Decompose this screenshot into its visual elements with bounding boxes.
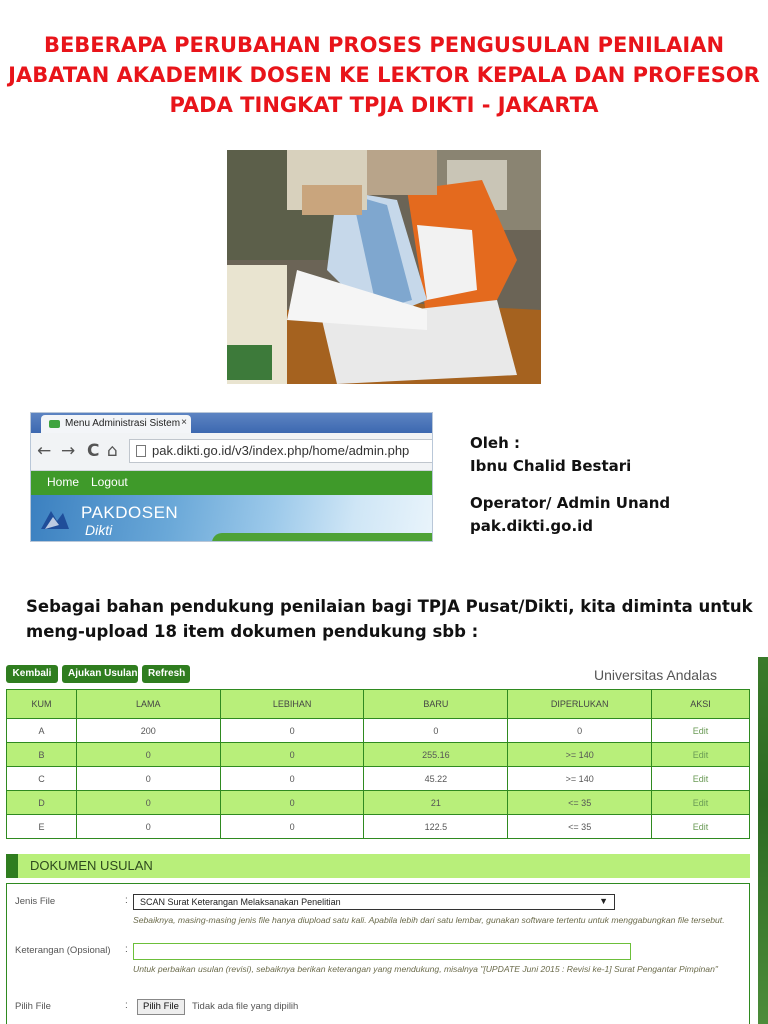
- browser-toolbar: [31, 433, 432, 471]
- table-cell: 0: [220, 791, 364, 815]
- banner-accent: [212, 533, 432, 542]
- table-cell: 0: [76, 815, 220, 839]
- table-cell: 45.22: [364, 767, 508, 791]
- table-cell: 0: [220, 719, 364, 743]
- documents-photo: [227, 150, 541, 384]
- menu-item-home[interactable]: Home: [47, 475, 80, 489]
- favicon-icon: [49, 420, 60, 428]
- site-brand: PAKDOSEN: [81, 503, 179, 522]
- table-cell: 0: [220, 743, 364, 767]
- reload-icon[interactable]: C: [87, 441, 100, 461]
- back-icon[interactable]: ←: [37, 441, 52, 461]
- table-cell: 122.5: [364, 815, 508, 839]
- pakdosen-logo-icon: [37, 503, 73, 535]
- dokumen-usulan-header: DOKUMEN USULAN: [6, 854, 750, 878]
- title-line-2: JABATAN AKADEMIK DOSEN KE LEKTOR KEPALA DAN PROFESOR: [8, 63, 760, 87]
- title-line-3: PADA TINGKAT TPJA DIKTI - JAKARTA: [169, 93, 599, 117]
- edit-link[interactable]: Edit: [652, 791, 750, 815]
- browser-tab-title: Menu Administrasi Sistem: [65, 418, 181, 429]
- table-cell: 21: [364, 791, 508, 815]
- jenis-file-label: Jenis File: [15, 896, 56, 907]
- edit-link[interactable]: Edit: [652, 743, 750, 767]
- forward-icon[interactable]: →: [61, 441, 76, 461]
- jenis-file-value: SCAN Surat Keterangan Melaksanakan Penelitian: [140, 897, 341, 907]
- browser-screenshot: [30, 412, 433, 542]
- browser-tab-bar: [31, 413, 432, 433]
- intro-line-2: meng-upload 18 item dokumen pendukung sbb :: [26, 622, 479, 641]
- byline-role: Operator/ Admin Unand: [470, 494, 671, 512]
- edit-link[interactable]: Edit: [652, 719, 750, 743]
- app-screenshot: [0, 657, 768, 1024]
- address-bar-url: pak.dikti.go.id/v3/index.php/home/admin.php: [152, 443, 410, 458]
- dokumen-usulan-form: [6, 883, 750, 1024]
- table-cell: 0: [508, 719, 652, 743]
- jenis-file-note: Sebaiknya, masing-masing jenis file hanya diupload satu kali. Apabila lebih dari satu lembar, gunakan software tertentu untuk menggabungkan file tersebut.: [133, 915, 725, 925]
- table-row: [7, 767, 750, 791]
- home-icon[interactable]: ⌂: [107, 441, 118, 461]
- colon: :: [125, 944, 128, 955]
- slide-title: [0, 30, 768, 120]
- browser-tab[interactable]: [41, 415, 191, 433]
- table-cell: 255.16: [364, 743, 508, 767]
- refresh-button[interactable]: Refresh: [142, 665, 190, 683]
- byline-oleh: Oleh :: [470, 434, 520, 452]
- column-header: LAMA: [76, 690, 220, 719]
- table-row: [7, 719, 750, 743]
- edit-link[interactable]: Edit: [652, 767, 750, 791]
- page-icon: [136, 445, 146, 457]
- ajukan-usulan-button[interactable]: Ajukan Usulan: [62, 665, 138, 683]
- keterangan-input[interactable]: [133, 943, 631, 960]
- site-brand-sub: Dikti: [85, 522, 113, 538]
- kembali-button[interactable]: Kembali: [6, 665, 58, 683]
- colon: :: [125, 895, 128, 906]
- title-line-1: BEBERAPA PERUBAHAN PROSES PENGUSULAN PENILAIAN: [43, 33, 725, 57]
- colon: :: [125, 1000, 128, 1011]
- table-cell: A: [7, 719, 77, 743]
- table-cell: 0: [364, 719, 508, 743]
- table-cell: E: [7, 815, 77, 839]
- site-banner: [31, 495, 432, 542]
- pilih-file-label: Pilih File: [15, 1001, 51, 1012]
- menu-item-logout[interactable]: Logout: [91, 475, 128, 489]
- table-cell: B: [7, 743, 77, 767]
- table-header-row: [7, 690, 750, 719]
- table-row: [7, 743, 750, 767]
- table-cell: D: [7, 791, 77, 815]
- keterangan-label: Keterangan (Opsional): [15, 945, 111, 956]
- choose-file-button[interactable]: Pilih File: [137, 999, 185, 1015]
- keterangan-note: Untuk perbaikan usulan (revisi), sebaiknya berikan keterangan yang mendukung, misalnya "[UPDATE Juni 2015 : Revisi ke-1] Surat Pengantar Pimpinan": [133, 964, 718, 974]
- university-name: Universitas Andalas: [594, 667, 717, 683]
- column-header: KUM: [7, 690, 77, 719]
- table-cell: 0: [76, 791, 220, 815]
- byline-site: pak.dikti.go.id: [470, 517, 594, 535]
- close-icon[interactable]: ×: [181, 417, 187, 428]
- edit-link[interactable]: Edit: [652, 815, 750, 839]
- jenis-file-select[interactable]: [133, 894, 615, 910]
- intro-line-1: Sebagai bahan pendukung penilaian bagi TPJA Pusat/Dikti, kita diminta untuk: [26, 597, 753, 616]
- table-cell: <= 35: [508, 791, 652, 815]
- byline-name: Ibnu Chalid Bestari: [470, 457, 632, 475]
- column-header: BARU: [364, 690, 508, 719]
- kum-table: [6, 689, 750, 839]
- table-cell: C: [7, 767, 77, 791]
- table-cell: 0: [76, 767, 220, 791]
- table-cell: 0: [76, 743, 220, 767]
- table-cell: 0: [220, 815, 364, 839]
- column-header: DIPERLUKAN: [508, 690, 652, 719]
- table-cell: >= 140: [508, 767, 652, 791]
- dropdown-arrow-icon: ▼: [599, 896, 608, 906]
- file-status: Tidak ada file yang dipilih: [192, 1001, 299, 1012]
- table-cell: 200: [76, 719, 220, 743]
- table-cell: >= 140: [508, 743, 652, 767]
- table-row: [7, 791, 750, 815]
- address-bar[interactable]: [129, 439, 433, 463]
- table-row: [7, 815, 750, 839]
- column-header: LEBIHAN: [220, 690, 364, 719]
- site-menu: [31, 471, 432, 495]
- table-cell: <= 35: [508, 815, 652, 839]
- column-header: AKSI: [652, 690, 750, 719]
- table-cell: 0: [220, 767, 364, 791]
- intro-text: [26, 594, 753, 644]
- byline: [470, 432, 670, 538]
